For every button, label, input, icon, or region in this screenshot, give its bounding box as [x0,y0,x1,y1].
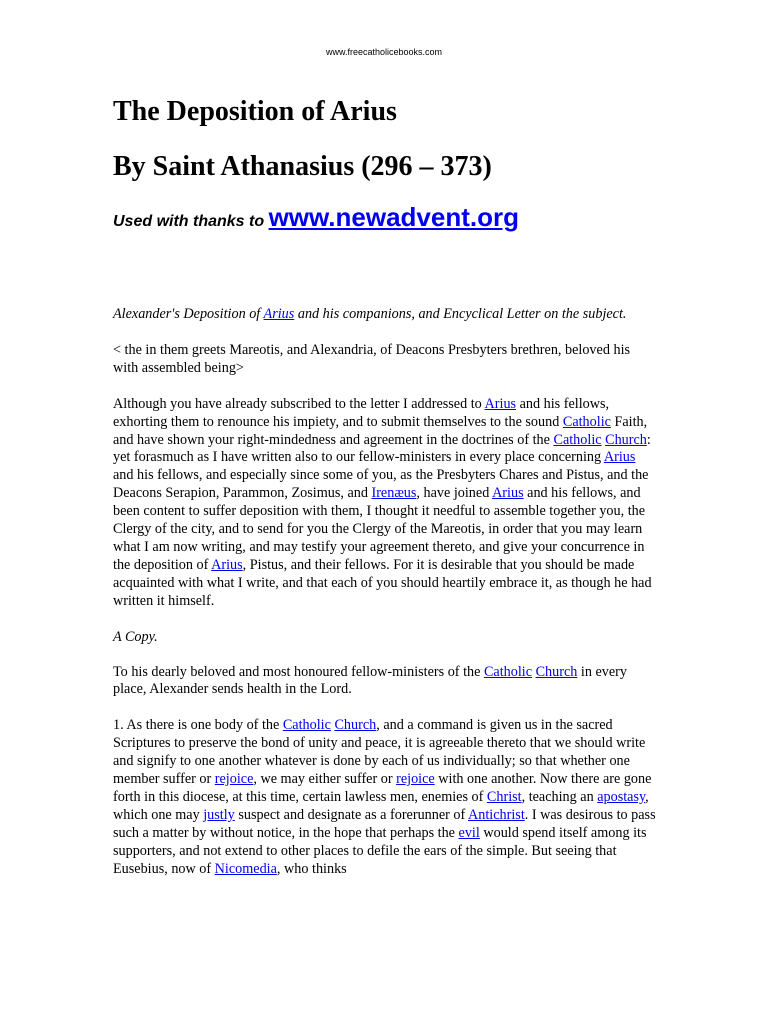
scrambled-line: < the in them greets Mareotis, and Alexandria, of Deacons Presbyters brethren, beloved his with assembled being> [113,341,631,376]
link-apostasy[interactable]: apostasy [597,788,646,805]
link-nicomedia[interactable]: Nicomedia [214,860,277,877]
text-span: suspect and designate as a forerunner of [234,806,469,823]
link-christ[interactable]: Christ [486,788,522,805]
text-span: would spend itself among its supporters, and not extend to other places to defile the ears of the simple. But seeing that Eusebius, now of [113,824,647,877]
link-catholic[interactable]: Catholic [553,431,602,448]
link-evil[interactable]: evil [458,824,480,841]
page-subtitle: By Saint Athanasius (296 – 373) [113,151,492,182]
text-span: To his dearly beloved and most honoured fellow-ministers of the [113,663,484,680]
text-span: in every place, Alexander sends health in the Lord. [113,663,627,698]
text-span: , Pistus, and their fellows. For it is desirable that you should be made acquainted with what I write, and that each of you should heartily embrace it, as though he had written it himself. [113,556,652,609]
link-church[interactable]: Church [334,717,377,734]
text-span: : yet forasmuch as I have written also to our fellow-ministers in every place concerning [113,431,651,466]
text-span: 1. As there is one body of the [113,717,283,734]
header-url: www.freecatholicebooks.com [325,47,443,57]
text-span: and his fellows, exhorting them to renounce his impiety, and to submit themselves to the sound [113,395,610,430]
link-catholic[interactable]: Catholic [282,717,331,734]
salutation-paragraph [113,664,658,700]
link-rejoice[interactable]: rejoice [396,771,435,788]
link-arius[interactable]: Arius [484,395,517,412]
text-span: , teaching an [521,788,598,805]
text-span: and his companions, and Encyclical Letter on the subject. [294,306,627,322]
link-irenaeus[interactable]: Irenæus [371,485,417,502]
page-title: The Deposition of Arius [113,96,397,127]
text-span: , have joined [416,485,493,502]
thanks-line [113,202,519,233]
text-span: , who thinks [276,860,347,877]
link-catholic[interactable]: Catholic [483,663,533,680]
text-span: , and a command is given us in the sacred Scriptures to preserve the bond of unity and peace, it is agreeable thereto that we should write and signify to one another whatever is done by each of us individually; so that whether one member suffer or [113,717,646,788]
document-body [113,306,658,896]
text-span: Although you have already subscribed to the letter I addressed to [113,395,485,412]
paragraph-letter-intro [113,396,658,611]
link-church[interactable]: Church [535,663,578,680]
link-arius[interactable]: Arius [603,449,636,466]
text-span: Faith, and have shown your right-mindedness and agreement in the doctrines of the [113,413,648,448]
link-antichrist[interactable]: Antichrist [468,806,525,823]
newadvent-link[interactable]: www.newadvent.org [268,202,519,232]
link-arius[interactable]: Arius [211,556,243,573]
link-catholic[interactable]: Catholic [562,413,611,430]
intro-paragraph [113,306,658,324]
text-span: and his fellows, and been content to suffer deposition with them, I thought it needful to assemble together you, the Clergy of the city, and to send for you the Clergy of the Mareotis, in order that you may learn what I am now writing, and may testify your agreement thereto, and give your concurrence in the deposition of [113,485,646,573]
text-span: . I was desirous to pass such a matter by without notice, in the hope that perhaps the [113,806,656,841]
text-span: and his fellows, and especially since some of you, as the Presbyters Chares and Pistus, and the Deacons Serapion, Parammon, Zosimus, and [113,467,649,502]
text-span: , we may either suffer or [253,771,397,788]
link-justly[interactable]: justly [203,806,235,823]
text-span: , which one may [113,788,649,823]
text-span: Alexander's Deposition of [113,306,264,322]
link-church[interactable]: Church [605,431,647,448]
link-rejoice[interactable]: rejoice [214,771,254,788]
paragraph-section-1 [113,717,658,878]
copy-label: A Copy. [113,628,158,645]
text-span: with one another. Now there are gone forth in this diocese, at this time, certain lawless men, enemies of [113,771,652,805]
link-arius[interactable]: Arius [492,485,524,502]
thanks-prefix: Used with thanks to [113,213,269,230]
link-arius[interactable]: Arius [263,306,295,322]
